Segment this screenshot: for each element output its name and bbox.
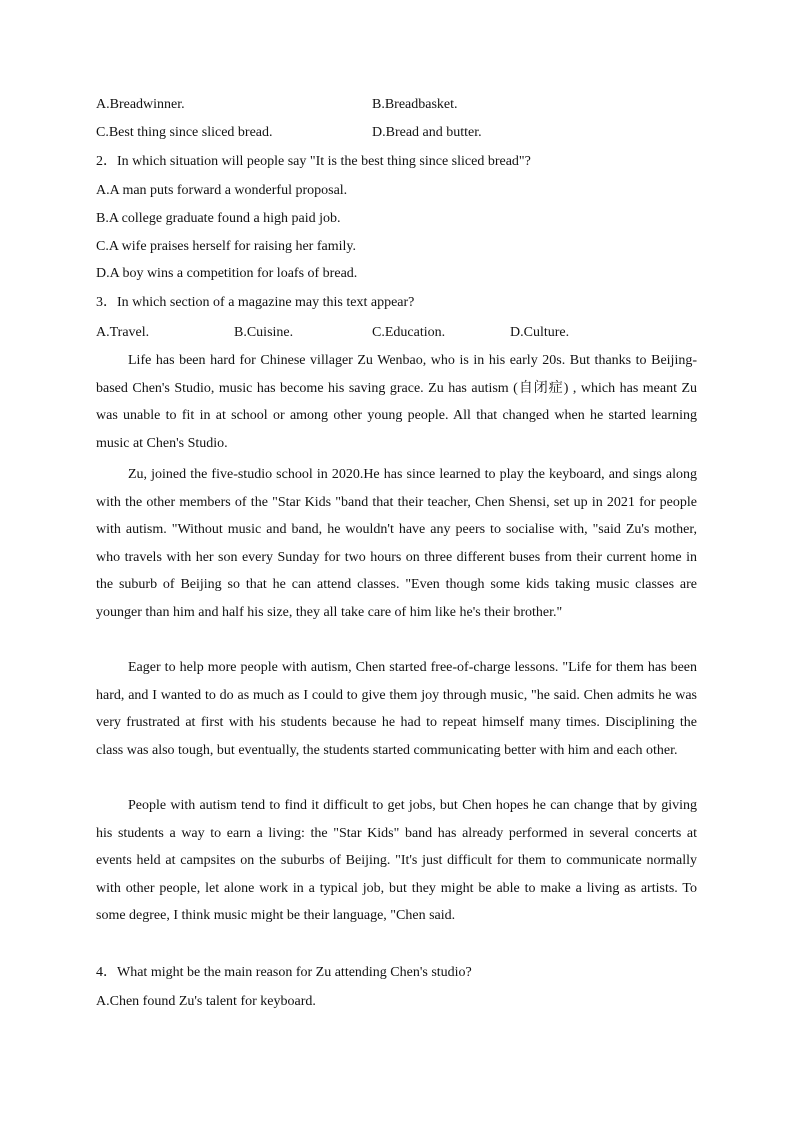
q3-option-d: D.Culture. [510, 325, 570, 340]
passage-paragraph-4: People with autism tend to find it difficult to get jobs, but Chen hopes he can change that by giving his students a way to earn a living: the "Star Kids" band has already performed in several concerts at events held at campsites on the suburbs of Beijing. "It's just difficult for them to communicate normally with other people, let alone work in a typical job, but they might be able to make a living as artists. To some degree, I think music might be their language, "Chen said. [96, 798, 697, 924]
q1-option-c: C.Best thing since sliced bread. [96, 125, 273, 140]
q1-option-b: B.Breadbasket. [372, 97, 458, 112]
passage-paragraph-1: Life has been hard for Chinese villager Zu Wenbao, who is in his early 20s. But thanks to Beijing-based Chen's Studio, music has become his saving grace. Zu has autism (自闭症) , which has meant Zu was unable to fit in at school or among other young people. All that changed when he started learning music at Chen's Studio. [96, 353, 697, 451]
q4-option-a: A.Chen found Zu's talent for keyboard. [96, 994, 316, 1009]
q1-option-a: A.Breadwinner. [96, 97, 185, 112]
q3-option-c: C.Education. [372, 325, 446, 340]
q1-option-d: D.Bread and butter. [372, 125, 482, 140]
q2-option-c: C.A wife praises herself for raising her family. [96, 239, 356, 254]
q2-option-a: A.A man puts forward a wonderful proposal. [96, 183, 348, 198]
q2-option-b: B.A college graduate found a high paid job. [96, 211, 341, 226]
q2-option-d: D.A boy wins a competition for loafs of bread. [96, 266, 358, 281]
q4-stem: 4．What might be the main reason for Zu attending Chen's studio? [96, 965, 472, 980]
q3-option-b: B.Cuisine. [234, 325, 294, 340]
passage-paragraph-3: Eager to help more people with autism, Chen started free-of-charge lessons. "Life for them has been hard, and I wanted to do as much as I could to give them joy through music, "he said. Chen admits he was very frustrated at first with his students because he had to repeat himself many times. Disciplining the class was also tough, but eventually, the students started communicating better with him and each other. [96, 660, 697, 758]
q3-option-a: A.Travel. [96, 325, 150, 340]
q2-stem: 2．In which situation will people say "It is the best thing since sliced bread"? [96, 154, 531, 169]
q3-stem: 3．In which section of a magazine may this text appear? [96, 295, 415, 310]
passage-paragraph-2: Zu, joined the five-studio school in 2020.He has since learned to play the keyboard, and sings along with the other members of the "Star Kids "band that their teacher, Chen Shensi, set up in 2021 for people with autism. "Without music and band, he wouldn't have any peers to socialise with, "said Zu's mother, who travels with her son every Sunday for two hours on three different buses from their current home in the suburb of Beijing so that he can attend classes. "Even though some kids taking music classes are younger than him and half his size, they all take care of him like he's their brother." [96, 467, 697, 620]
